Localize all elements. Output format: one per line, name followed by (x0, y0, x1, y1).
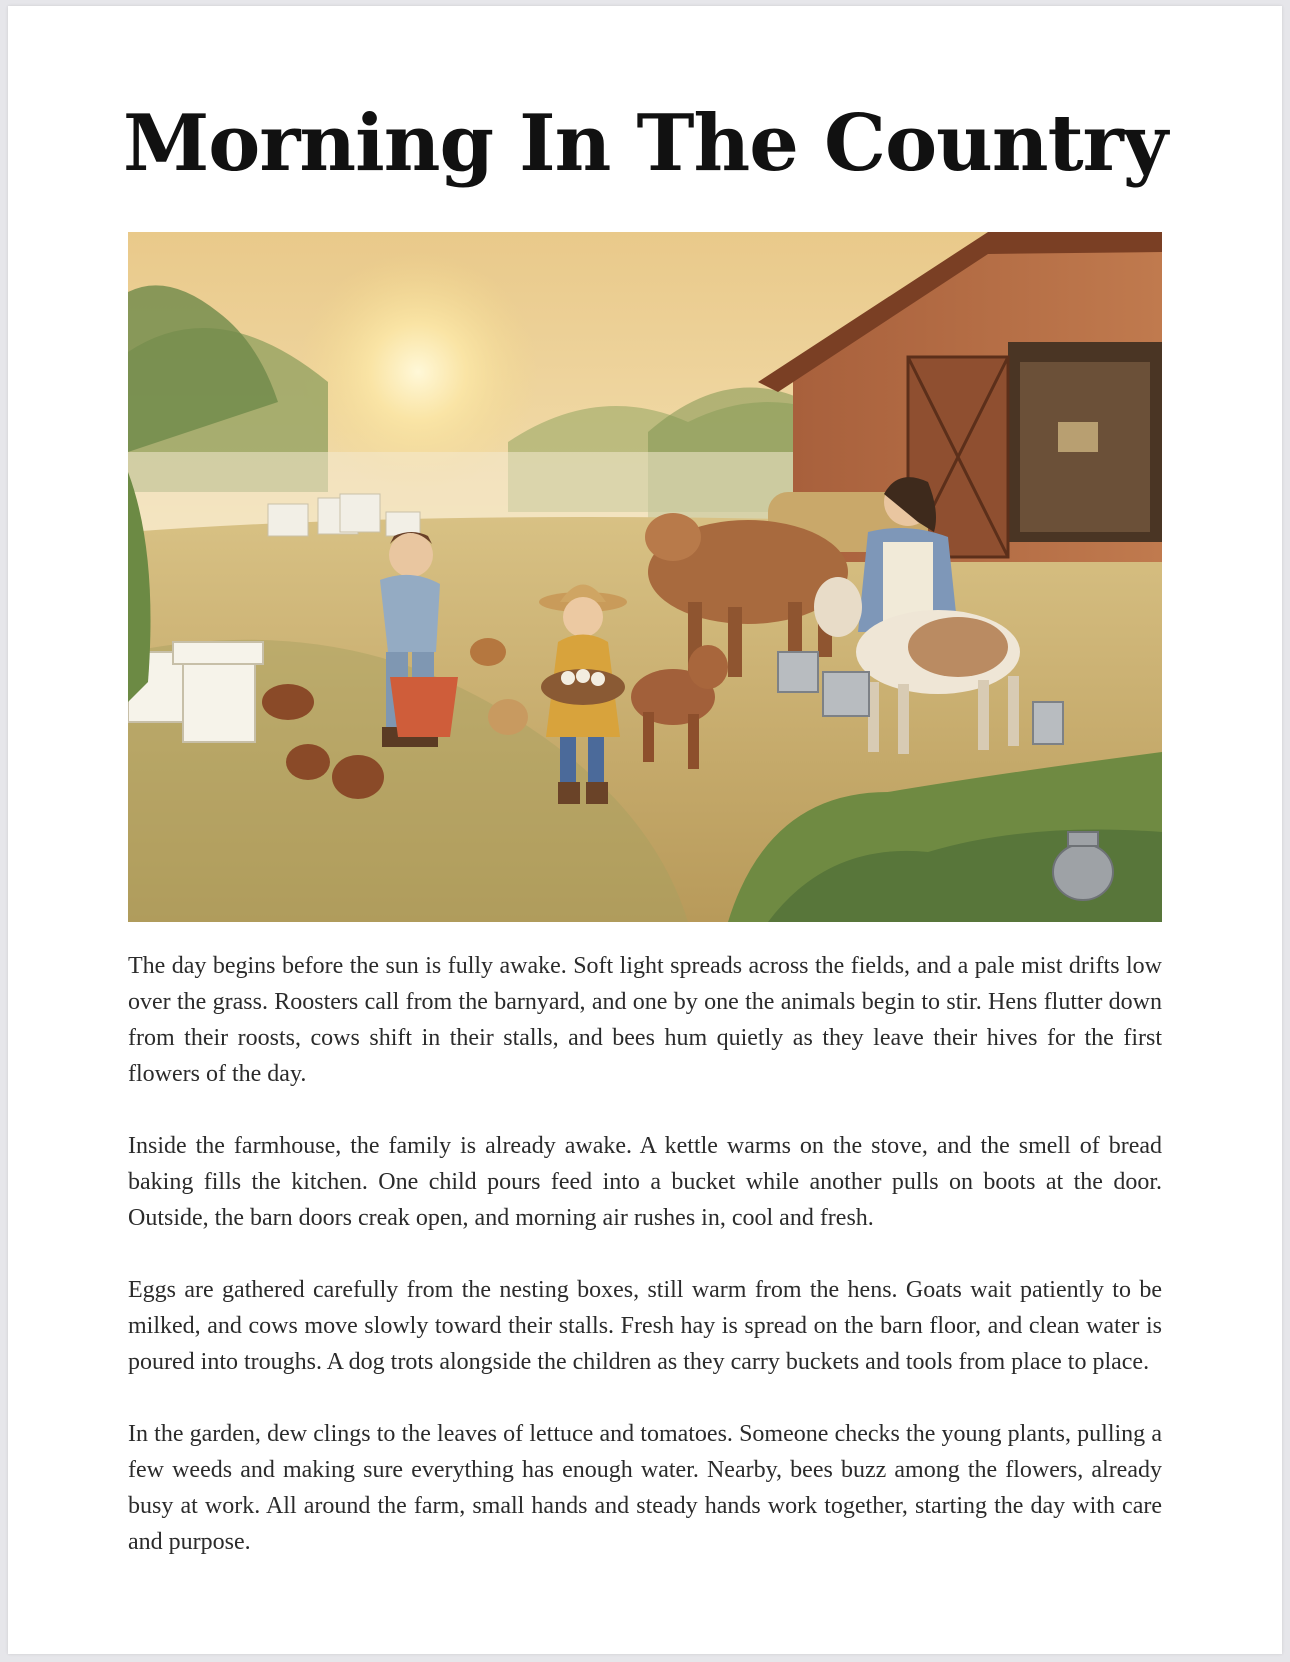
farm-illustration (128, 232, 1162, 922)
page-title: Morning In The Country (122, 98, 1168, 189)
story-text (128, 948, 1162, 1596)
paragraph-2: Inside the farmhouse, the family is already awake. A kettle warms on the stove, and the smell of bread baking fills the kitchen. One child pours feed into a bucket while another pulls on boots at the door. Outside, the barn doors creak open, and morning air rushes in, cool and fresh. (128, 1133, 1162, 1231)
paragraph-1: The day begins before the sun is fully awake. Soft light spreads across the fields, and a pale mist drifts low over the grass. Roosters call from the barnyard, and one by one the animals begin to stir. Hens flutter down from their roosts, cows shift in their stalls, and bees hum quietly as they leave their hives for the first flowers of the day. (128, 953, 1162, 1087)
farm-scene-image (128, 232, 1162, 922)
paragraph-4: In the garden, dew clings to the leaves of lettuce and tomatoes. Someone checks the young plants, pulling a few weeds and making sure everything has enough water. Nearby, bees buzz among the flowers, already busy at work. All around the farm, small hands and steady hands work together, starting the day with care and purpose. (128, 1421, 1162, 1555)
document-page (8, 6, 1282, 1654)
paragraph-3: Eggs are gathered carefully from the nesting boxes, still warm from the hens. Goats wait patiently to be milked, and cows move slowly toward their stalls. Fresh hay is spread on the barn floor, and clean water is poured into troughs. A dog trots alongside the children as they carry buckets and tools from place to place. (128, 1277, 1162, 1375)
